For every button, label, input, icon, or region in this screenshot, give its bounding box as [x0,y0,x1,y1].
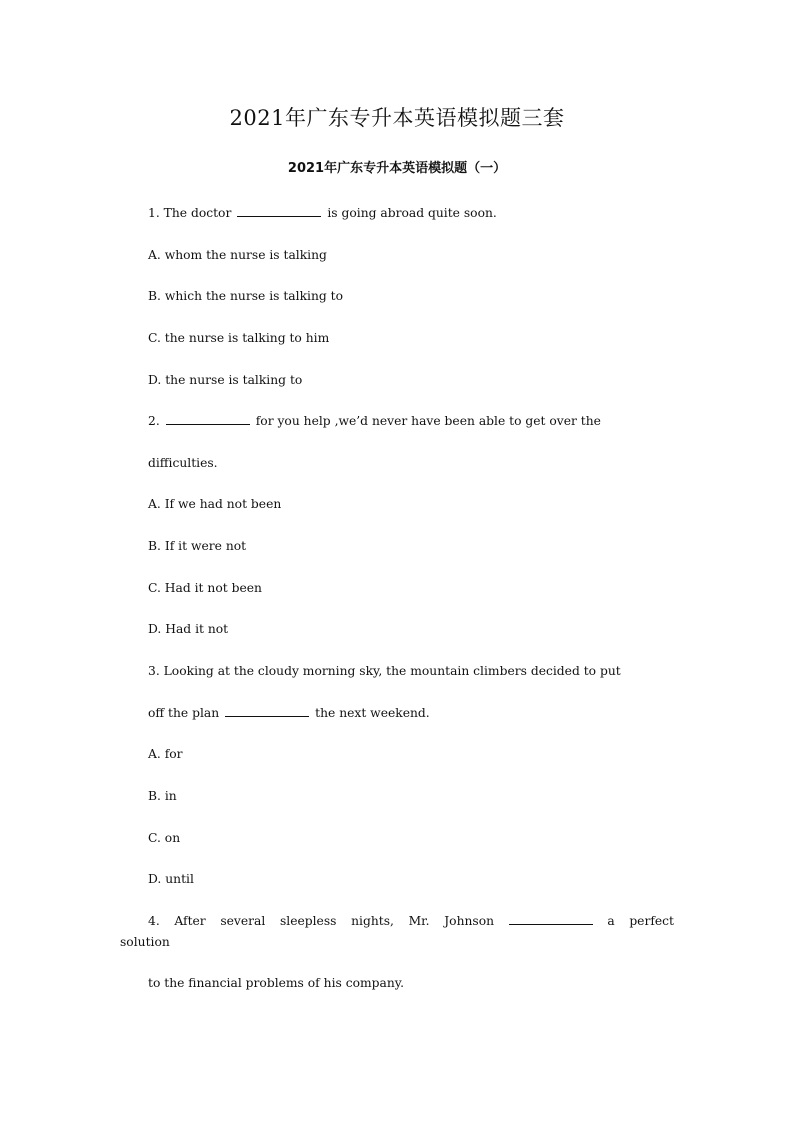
question-3-option-a: A. for [148,747,183,761]
question-3-stem-start: off the plan [148,706,220,720]
question-3-stem-continued [148,704,430,722]
question-4-stem [148,912,674,930]
question-2-option-a: A. If we had not been [148,497,282,511]
question-1-stem-end: is going abroad quite soon. [327,206,497,220]
question-4-word: Johnson [444,914,495,928]
question-4-word: nights, [351,914,394,928]
question-3-option-c: C. on [148,831,181,845]
question-1-option-a: A. whom the nurse is talking [148,248,327,262]
question-3-option-b: B. in [148,789,177,803]
question-2-option-c: C. Had it not been [148,581,262,595]
question-4-word: perfect [629,914,674,928]
question-2-stem-end: for you help ,we’d never have been able to get over the [255,414,601,428]
question-4-word: several [220,914,266,928]
question-4-stem-continued: to the financial problems of his company. [148,976,405,990]
question-3-stem-end: the next weekend. [315,706,430,720]
question-2-number: 2. [148,414,160,428]
question-2-stem [148,412,601,430]
question-1-option-b: B. which the nurse is talking to [148,289,343,303]
answer-blank [166,412,250,425]
question-2-stem-continued: difficulties. [148,456,218,470]
question-4-word: 4. [148,914,160,928]
question-3-option-d: D. until [148,872,194,886]
question-3-stem: 3. Looking at the cloudy morning sky, the mountain climbers decided to put [148,664,621,678]
answer-blank [225,704,309,717]
question-4-word: After [174,914,206,928]
question-2-option-b: B. If it were not [148,539,247,553]
question-1-option-d: D. the nurse is talking to [148,373,303,387]
question-4-word: a [607,914,615,928]
answer-blank [237,204,321,217]
document-title: 2021年广东专升本英语模拟题三套 [229,106,565,130]
question-4-stem-wrap: solution [120,935,170,949]
question-1-option-c: C. the nurse is talking to him [148,331,330,345]
question-1-stem [148,204,497,222]
question-4-word: sleepless [279,914,337,928]
answer-blank [509,912,593,925]
question-2-option-d: D. Had it not [148,622,229,636]
question-1-stem-start: 1. The doctor [148,206,232,220]
section-subtitle: 2021年广东专升本英语模拟题（一） [287,161,507,176]
question-4-word: Mr. [408,914,430,928]
